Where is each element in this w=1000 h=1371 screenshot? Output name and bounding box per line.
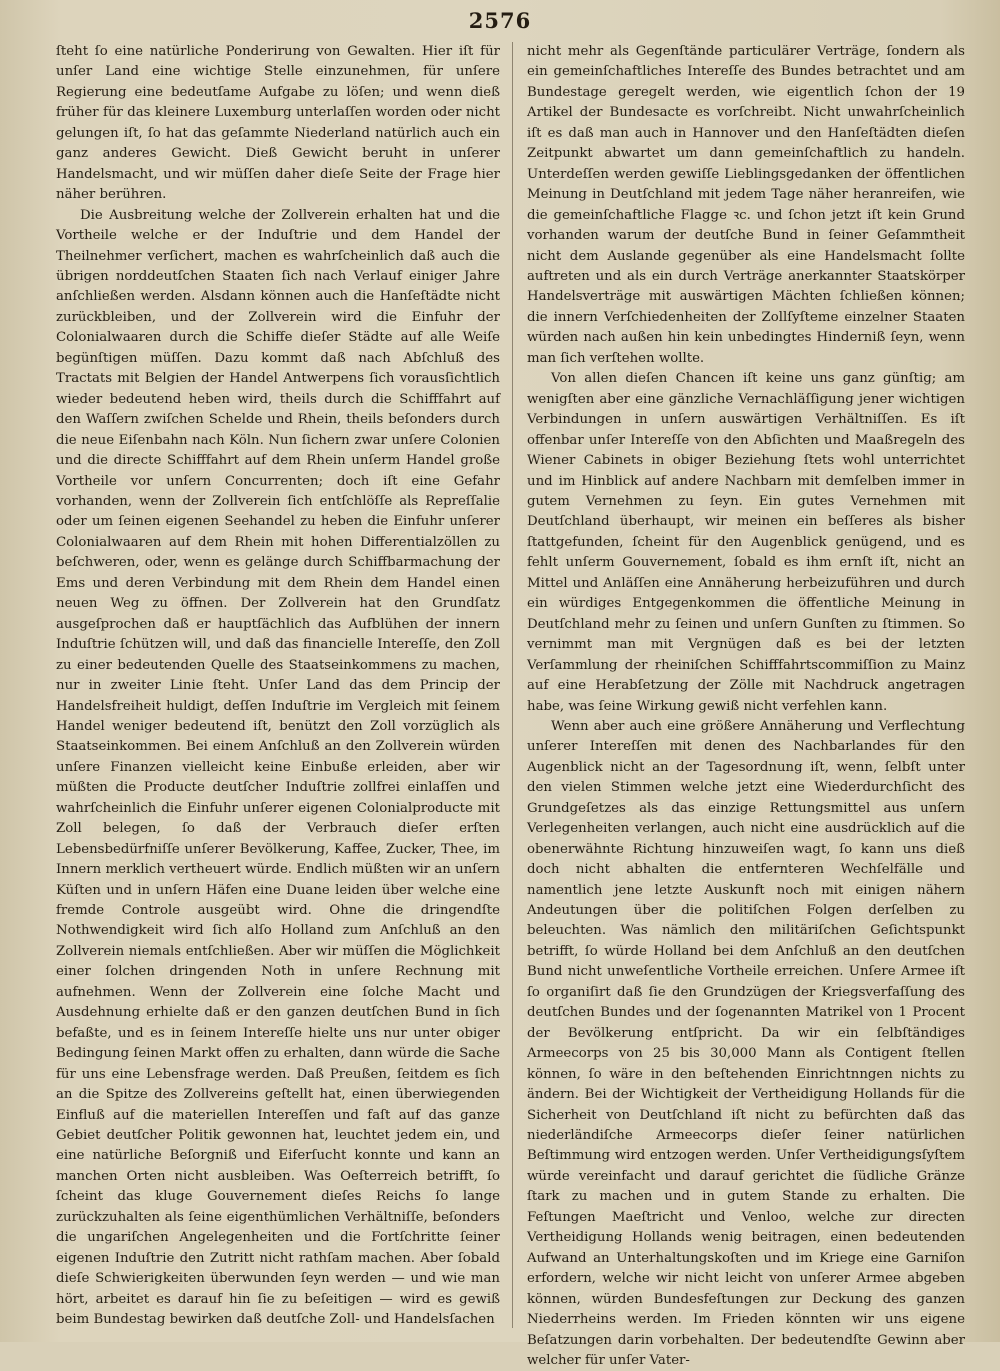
paragraph: ſteht ſo eine natürliche Ponderirung von Gewalten. Hier iſt für unſer Land eine wichtige Stelle einzunehmen, für unſere Regierung eine bedeutſame Aufgabe zu löſen; und wenn dieß früher für das kleinere Luxemburg unterlaſſen worden oder nicht gelungen iſt, ſo hat das geſammte Niederland natürlich auch ein ganz anderes Gewicht. Dieß Gewicht beruht in unſerer Handelsmacht, und wir müſſen daher dieſe Seite der Frage hier näher berühren.	[56, 44, 500, 203]
paragraph: nicht mehr als Gegenſtände particulärer Verträge, ſondern als ein gemeinſchaftliches Intereſſe des Bundes betrachtet und am Bundestage geregelt werden, wie eigentlich ſchon der 19 Artikel der Bundesacte es vorſchreibt. Nicht unwahrſcheinlich iſt es daß man auch in Hannover und den Hanſeſtädten dieſen Zeitpunkt abwartet um dann gemeinſchaftlich zu handeln. Unterdeſſen werden gewiſſe Lieblingsgedanken der öffentlichen Meinung in Deutſchland mit jedem Tage näher heranreifen, wie die gemeinſchaftliche Flagge ꝛc. und ſchon jetzt iſt kein Grund vorhanden warum der deutſche Bund in ſeiner Geſammtheit nicht dem Auslande gegenüber als eine Handelsmacht ſollte auftreten und als ein durch Verträge anerkannter Staatskörper Handelsverträge mit auswärtigen Mächten ſchließen können; die innern Verſchiedenheiten der Zollſyſteme einzelner Staaten würden nach außen hin kein unbedingtes Hinderniß ſeyn, wenn man ſich verſtehen wollte.	[527, 44, 965, 366]
column-divider	[512, 42, 513, 1328]
paragraph: Von allen dieſen Chancen iſt keine uns ganz günſtig; am wenigſten aber eine gänzliche Vernachläſſigung jener wichtigen Verbindungen in unſern auswärtigen Verhältniſſen. Es iſt offenbar unſer Intereſſe von den Abſichten und Maaßregeln des Wiener Cabinets in obiger Beziehung ſtets wohl unterrichtet und im Hinblick auf andere Nachbarn mit demſelben immer in gutem Vernehmen zu ſeyn. Ein gutes Vernehmen mit Deutſchland überhaupt, wir meinen ein beſſeres als bisher ſtattgefunden, ſcheint für den Augenblick genügend, und es fehlt unſerm Gouvernement, ſobald es ihm ernſt iſt, nicht an Mittel und Anläſſen eine Annäherung herbeizuführen und durch ein würdiges Entgegenkommen die öffentliche Meinung in Deutſchland mehr zu ſeinen und unſern Gunſten zu ſtimmen. So vernimmt man mit Vergnügen daß es bei der letzten Verſammlung der rheiniſchen Schifffahrtscommiſſion zu Mainz auf eine Herabſetzung der Zölle mit Nachdruck angetragen habe, was ſeine Wirkung gewiß nicht verfehlen kann.	[527, 371, 965, 714]
left-column	[56, 42, 500, 1332]
right-column	[527, 42, 965, 1368]
paragraph: Die Ausbreitung welche der Zollverein erhalten hat und die Vortheile welche er der Induſtrie und dem Handel der Theilnehmer verſichert, machen es wahrſcheinlich daß auch die übrigen norddeutſchen Staaten ſich nach Verlauf einiger Jahre anſchließen werden. Alsdann können auch die Hanſeſtädte nicht zurückbleiben, und der Zollverein wird die Einfuhr der Colonialwaaren durch die Schiffe dieſer Städte auf alle Weiſe begünſtigen müſſen. Dazu kommt daß nach Abſchluß des Tractats mit Belgien der Handel Antwerpens ſich vorausſichtlich wieder bedeutend heben wird, theils durch die Schifffahrt auf den Waſſern zwiſchen Schelde und Rhein, theils beſonders durch die neue Eiſenbahn nach Köln. Nun ſichern zwar unſere Colonien und die directe Schifffahrt auf dem Rhein unſerm Handel große Vortheile vor unſern Concurrenten; doch iſt eine Gefahr vorhanden, wenn der Zollverein ſich entſchlöſſe als Repreſſalie oder um ſeinen eigenen Seehandel zu heben die Einfuhr unſerer Colonialwaaren auf dem Rhein mit hohen Differentialzöllen zu beſchweren, oder, wenn es gelänge durch Schiffbarmachung der Ems und deren Verbindung mit dem Rhein dem Handel einen neuen Weg zu öffnen. Der Zollverein hat den Grundſatz ausgeſprochen daß er hauptſächlich das Aufblühen der innern Induſtrie ſchützen will, und daß das financielle Intereſſe, den Zoll zu einer bedeutenden Quelle des Staatseinkommens zu machen, nur in zweiter Linie ſteht. Unſer Land das dem Princip der Handelsfreiheit huldigt, deſſen Induſtrie im Vergleich mit ſeinem Handel weniger bedeutend iſt, benützt den Zoll vorzüglich als Staatseinkommen. Bei einem Anſchluß an den Zollverein würden unſere Finanzen vielleicht keine Einbuße erleiden, aber wir müßten die Producte deutſcher Induſtrie zollfrei einlaſſen und wahrſcheinlich die Einfuhr unſerer eigenen Colonialproducte mit Zoll belegen, ſo daß der Verbrauch dieſer erſten Lebensbedürfniſſe unſerer Bevölkerung, Kaffee, Zucker, Thee, im Innern merklich vertheuert würde. Endlich müßten wir an unſern Küſten und in unſern Häfen eine Duane leiden über welche eine fremde Controle ausgeübt wird. Ohne die dringendſte Nothwendigkeit wird ſich alſo Holland zum Anſchluß an den Zollverein niemals entſchließen. Aber wir müſſen die Möglichkeit einer ſolchen dringenden Noth in unſere Rechnung mit aufnehmen. Wenn der Zollverein eine ſolche Macht und Ausdehnung erhielte daß er den ganzen deutſchen Bund in ſich befaßte, und es in ſeinem Intereſſe hielte uns nur unter obiger Bedingung ſeinen Markt offen zu erhalten, dann würde die Sache für uns eine Lebensfrage werden. Daß Preußen, ſeitdem es ſich an die Spitze des Zollvereins geſtellt hat, einen überwiegenden Einfluß auf die materiellen Intereſſen und faſt auf das ganze Gebiet deutſcher Politik gewonnen hat, leuchtet jedem ein, und eine natürliche Beſorgniß und Eiferſucht konnte und kann an manchen Orten nicht ausbleiben. Was Oeſterreich betrifft, ſo ſcheint das kluge Gouvernement dieſes Reichs ſo lange zurückzuhalten als ſeine eigenthümlichen Verhältniſſe, beſonders die ungariſchen Angelegenheiten und die Fortſchritte ſeiner eigenen Induſtrie den Zutritt nicht rathſam machen. Aber ſobald dieſe Schwierigkeiten überwunden ſeyn werden — und wie man hört, arbeitet es darauf hin ſie zu beſeitigen — wird es gewiß beim Bundestag bewirken daß deutſche Zoll- und Handelsſachen	[56, 207, 500, 1328]
paragraph: Wenn aber auch eine größere Annäherung und Verflechtung unſerer Intereſſen mit denen des Nachbarlandes für den Augenblick nicht an der Tagesordnung iſt, wenn, ſelbſt unter den vielen Stimmen welche jetzt eine Wiederdurchſicht des Grundgeſetzes als das einzige Rettungsmittel aus unſern Verlegenheiten verlangen, auch nicht eine ausdrücklich auf die obenerwähnte Richtung hinzuweiſen wagt, ſo kann uns dieß doch nicht abhalten die entfernteren Wechſelfälle und namentlich jene letzte Auskunft noch mit einigen nähern Andeutungen über die politiſchen Folgen derſelben zu beleuchten. Was nämlich den militäriſchen Geſichtspunkt betrifft, ſo würde Holland bei dem Anſchluß an den deutſchen Bund nicht unweſentliche Vortheile erreichen. Unſere Armee iſt ſo organiſirt daß ſie den Grundzügen der Kriegsverfaſſung des deutſchen Bundes und der ſogenannten Matrikel von 1 Procent der Bevölkerung entſpricht. Da wir ein ſelbſtändiges Armeecorps von 25 bis 30,000 Mann als Contigent ſtellen können, ſo wäre in den beſtehenden Einrichtnngen nichts zu ändern. Bei der Wichtigkeit der Vertheidigung Hollands für die Sicherheit von Deutſchland iſt nicht zu befürchten daß das niederländiſche Armeecorps dieſer ſeiner natürlichen Beſtimmung wird entzogen werden. Unſer Vertheidigungsſyſtem würde vereinfacht und darauf gerichtet die ſüdliche Gränze ſtark zu machen und in gutem Stande zu erhalten. Die Feſtungen Maeſtricht und Venloo, welche zur directen Vertheidigung Hollands wenig beitragen, einen bedeutenden Aufwand an Unterhaltungskoſten und im Kriege eine Garniſon erfordern, welche wir nicht leicht von unſerer Armee abgeben können, würden Bundesfeſtungen zur Deckung des ganzen Niederrheins werden. Im Frieden könnten wir uns eigene Beſatzungen darin vorbehalten. Der bedeutendſte Gewinn aber welcher für unſer Vater-	[527, 718, 965, 1368]
page-number: 2576	[468, 8, 532, 33]
